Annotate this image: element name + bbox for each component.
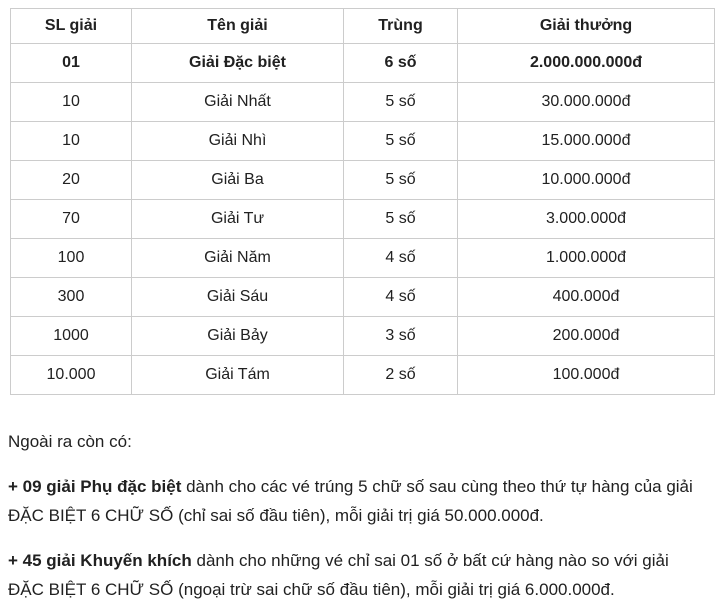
cell-quantity: 20 [11,161,132,200]
note-special-sub-prize-text: dành cho các vé trúng 5 chữ số sau cùng theo thứ tự hàng của giải ĐẶC BIỆT 6 CHỮ SỐ (chỉ sai số đầu tiên), mỗi giải trị giá 50.000.000đ. [8,477,693,525]
cell-match: 6 số [344,44,458,83]
header-prize-amount: Giải thưởng [458,9,715,44]
cell-quantity: 10 [11,83,132,122]
cell-prize-name: Giải Tám [132,356,344,395]
note-special-sub-prize-lead: + 09 giải Phụ đặc biệt [8,477,182,496]
table-row [11,44,715,83]
cell-match: 4 số [344,278,458,317]
cell-quantity: 1000 [11,317,132,356]
cell-prize-name: Giải Ba [132,161,344,200]
prize-table-body [11,44,715,395]
table-row [11,356,715,395]
cell-prize-name: Giải Nhất [132,83,344,122]
cell-prize-amount: 15.000.000đ [458,122,715,161]
header-match: Trùng [344,9,458,44]
cell-quantity: 01 [11,44,132,83]
table-row [11,122,715,161]
cell-match: 4 số [344,239,458,278]
cell-prize-name: Giải Bảy [132,317,344,356]
cell-match: 5 số [344,122,458,161]
note-consolation-prize-text: dành cho những vé chỉ sai 01 số ở bất cứ hàng nào so với giải ĐẶC BIỆT 6 CHỮ SỐ (ngoại trừ sai chữ số đầu tiên), mỗi giải trị giá 6.000.000đ. [8,551,669,599]
cell-prize-amount: 2.000.000.000đ [458,44,715,83]
cell-prize-name: Giải Nhì [132,122,344,161]
cell-prize-name: Giải Tư [132,200,344,239]
note-consolation-prize [8,546,708,604]
note-consolation-prize-lead: + 45 giải Khuyến khích [8,551,192,570]
notes-section [8,427,708,604]
cell-match: 5 số [344,161,458,200]
table-row [11,278,715,317]
header-prize-name: Tên giải [132,9,344,44]
cell-match: 2 số [344,356,458,395]
cell-match: 3 số [344,317,458,356]
cell-prize-amount: 10.000.000đ [458,161,715,200]
cell-prize-amount: 400.000đ [458,278,715,317]
cell-prize-amount: 3.000.000đ [458,200,715,239]
cell-quantity: 70 [11,200,132,239]
cell-match: 5 số [344,200,458,239]
note-special-sub-prize [8,472,708,530]
prize-table [10,8,715,395]
cell-quantity: 10 [11,122,132,161]
prize-table-header [11,9,715,44]
notes-intro: Ngoài ra còn có: [8,432,132,451]
cell-prize-amount: 30.000.000đ [458,83,715,122]
cell-prize-amount: 1.000.000đ [458,239,715,278]
table-row [11,317,715,356]
table-row [11,239,715,278]
table-row [11,161,715,200]
cell-quantity: 100 [11,239,132,278]
header-quantity: SL giải [11,9,132,44]
cell-prize-name: Giải Năm [132,239,344,278]
cell-quantity: 300 [11,278,132,317]
cell-prize-amount: 100.000đ [458,356,715,395]
cell-prize-amount: 200.000đ [458,317,715,356]
cell-quantity: 10.000 [11,356,132,395]
cell-match: 5 số [344,83,458,122]
cell-prize-name: Giải Sáu [132,278,344,317]
table-row [11,83,715,122]
table-row [11,200,715,239]
header-row [11,9,715,44]
cell-prize-name: Giải Đặc biệt [132,44,344,83]
